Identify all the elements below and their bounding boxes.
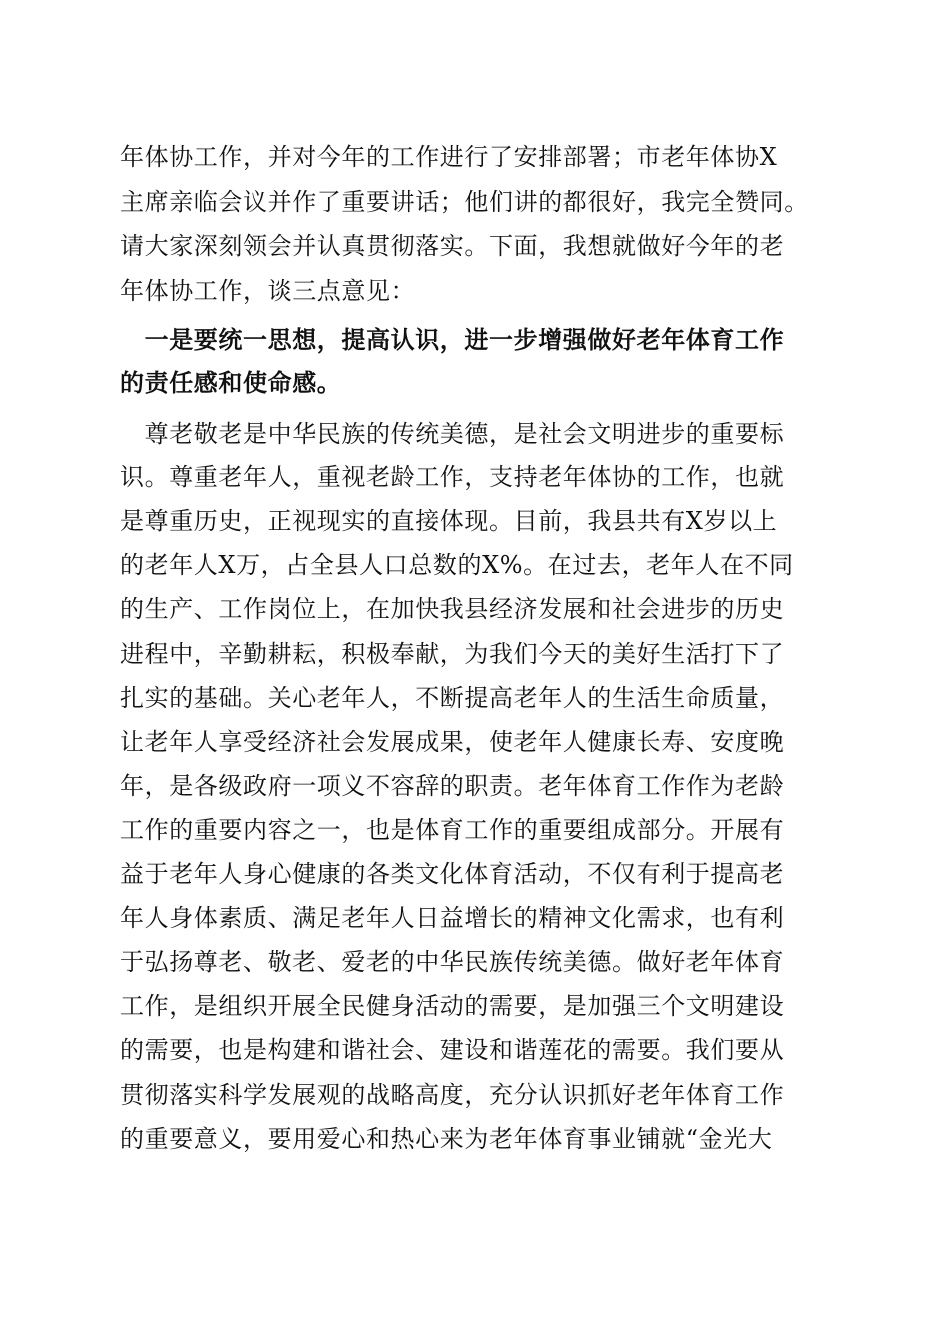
text-line: 工作，是组织开展全民健身活动的需要，是加强三个文明建设 xyxy=(120,992,785,1020)
text-line: 年体协工作，并对今年的工作进行了安排部署；市老年体协X xyxy=(120,143,778,171)
text-line: 的生产、工作岗位上，在加快我县经济发展和社会进步的历史 xyxy=(120,595,785,623)
text-line: 的老年人X万，占全县人口总数的X%。在过去，老年人在不同 xyxy=(120,551,794,579)
text-line: 于弘扬尊老、敬老、爱老的中华民族传统美德。做好老年体育 xyxy=(120,948,785,976)
text-line: 主席亲临会议并作了重要讲话；他们讲的都很好，我完全赞同。 xyxy=(120,188,809,216)
text-line: 益于老年人身心健康的各类文化体育活动，不仅有利于提高老 xyxy=(120,860,785,888)
section-heading-line: 一是要统一思想，提高认识，进一步增强做好老年体育工作 xyxy=(120,325,785,354)
text-line: 年体协工作，谈三点意见： xyxy=(120,277,416,305)
text-line: 年人身体素质、满足老年人日益增长的精神文化需求，也有利 xyxy=(120,904,785,932)
text-line: 让老年人享受经济社会发展成果，使老年人健康长寿、安度晚 xyxy=(120,728,785,756)
text-line: 贯彻落实科学发展观的战略高度，充分认识抓好老年体育工作 xyxy=(120,1081,785,1109)
text-line: 进程中，辛勤耕耘，积极奉献，为我们今天的美好生活打下了 xyxy=(120,640,785,668)
text-line: 请大家深刻领会并认真贯彻落实。下面，我想就做好今年的老 xyxy=(120,232,785,260)
text-line: 工作的重要内容之一，也是体育工作的重要组成部分。开展有 xyxy=(120,816,785,844)
section-heading-line: 的责任感和使命感。 xyxy=(120,368,342,397)
text-line: 尊老敬老是中华民族的传统美德，是社会文明进步的重要标 xyxy=(120,420,785,448)
text-line: 的需要，也是构建和谐社会、建设和谐莲花的需要。我们要从 xyxy=(120,1036,785,1064)
text-line: 的重要意义，要用爱心和热心来为老年体育事业铺就“金光大 xyxy=(120,1125,773,1153)
text-line: 年，是各级政府一项义不容辞的职责。老年体育工作作为老龄 xyxy=(120,772,785,800)
text-line: 识。尊重老年人，重视老龄工作，支持老年体协的工作，也就 xyxy=(120,463,785,491)
text-line: 是尊重历史，正视现实的直接体现。目前，我县共有X岁以上 xyxy=(120,507,778,535)
text-line: 扎实的基础。关心老年人，不断提高老年人的生活生命质量， xyxy=(120,684,785,712)
